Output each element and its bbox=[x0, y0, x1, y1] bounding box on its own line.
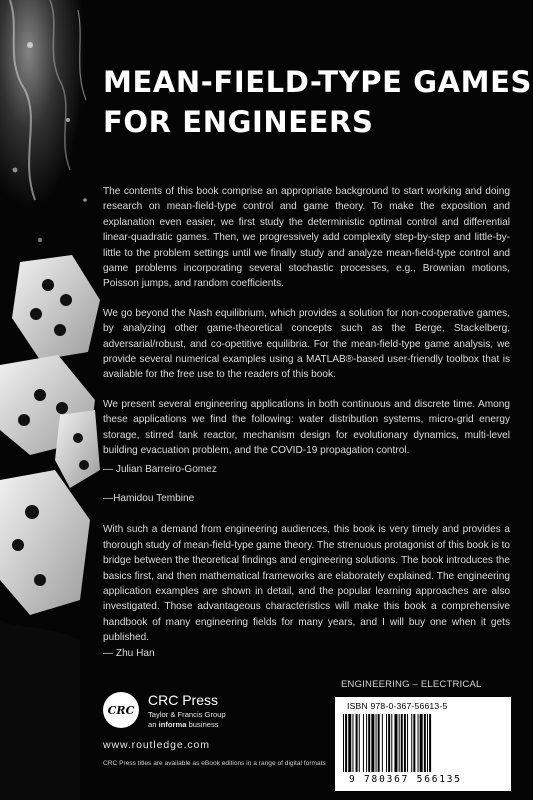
publisher-name: CRC Press bbox=[148, 692, 219, 708]
barcode-bar bbox=[411, 714, 412, 772]
publisher-informa: an informa business bbox=[148, 720, 219, 729]
subject-category: ENGINEERING – ELECTRICAL bbox=[341, 679, 482, 690]
barcode-bar bbox=[368, 714, 370, 772]
barcode-bar bbox=[345, 714, 347, 772]
author-signature-1: — Julian Barreiro-Gomez bbox=[103, 463, 217, 475]
barcode-bar bbox=[420, 714, 423, 772]
die-middle bbox=[0, 355, 95, 455]
publisher-group: Taylor & Francis Group bbox=[148, 710, 226, 719]
barcode-graphic bbox=[343, 714, 503, 772]
book-title bbox=[103, 62, 533, 142]
barcode-bar bbox=[429, 714, 431, 772]
barcode-bar bbox=[401, 714, 403, 772]
barcode-bar bbox=[371, 714, 374, 772]
barcode-bar bbox=[427, 714, 428, 772]
barcode-bar bbox=[404, 714, 406, 772]
barcode-bar bbox=[356, 714, 358, 772]
barcode-bar bbox=[366, 714, 367, 772]
title-line-1: MEAN-FIELD-TYPE GAMES bbox=[103, 65, 533, 99]
title-line-2: FOR ENGINEERS bbox=[103, 105, 374, 139]
barcode-bar bbox=[388, 714, 390, 772]
barcode-bar bbox=[382, 714, 383, 772]
blurb-paragraph-2: We go beyond the Nash equilibrium, which provides a solution for non-cooperative games, by analyzing other game-theoretical concepts such as the Berge, Stackelberg, adversarial/robust, and co-opetitive equilibria. For the mean-field-type game analysis, we provide several numerical examples using a MATLAB®-based user-friendly toolbox that is available for the free use to the readers of this book. bbox=[103, 307, 510, 381]
reviewer-signature: — Zhu Han bbox=[103, 647, 155, 659]
barcode-bar bbox=[352, 714, 353, 772]
barcode-bar bbox=[399, 714, 400, 772]
barcode-bar bbox=[391, 714, 392, 772]
crc-logo-icon: CRC bbox=[103, 692, 139, 728]
barcode-bar bbox=[424, 714, 426, 772]
blurb-paragraph-3: We present several engineering applications in both continuous and discrete time. Among these applications we find the following: water distribution systems, micro-grid energy storage, stirred tank reactor, mechanism design for evolutionary dynamics, multi-level building evacuation problem, and the COVID-19 propagation control. bbox=[103, 398, 510, 457]
barcode-bar bbox=[394, 714, 397, 772]
blurb bbox=[103, 184, 510, 675]
barcode-bar bbox=[407, 714, 408, 772]
barcode-bar bbox=[376, 714, 377, 772]
barcode-bar bbox=[413, 714, 415, 772]
isbn-number: ISBN 978-0-367-56613-5 bbox=[347, 701, 448, 711]
barcode-bar bbox=[359, 714, 360, 772]
barcode-bar bbox=[378, 714, 380, 772]
barcode-bar bbox=[363, 714, 364, 772]
ebook-availability-note: CRC Press titles are available as eBook editions in a range of digital formats bbox=[103, 760, 326, 767]
isbn-barcode bbox=[335, 697, 511, 791]
barcode-bar bbox=[386, 714, 387, 772]
author-signature-2: —Hamidou Tembine bbox=[103, 492, 195, 504]
barcode-bar bbox=[418, 714, 419, 772]
barcode-bar bbox=[343, 714, 344, 772]
die-bottom bbox=[0, 470, 90, 615]
author-signatures bbox=[103, 462, 510, 507]
barcode-digits: 9 780367 566135 bbox=[349, 774, 462, 785]
barcode-bar bbox=[348, 714, 351, 772]
publisher-website[interactable]: www.routledge.com bbox=[103, 739, 210, 751]
review-paragraph: With such a demand from engineering audiences, this book is very timely and provides a thorough study of mean-field-type game theory. The strenuous protagonist of this book is to bridge between the theoretical findings and engineering solutions. The book introduces the basics first, and then mathematical frameworks are elaborately explained. The engineering application examples are shown in detail, and the popular learning approaches are also investigated. Those advantageous characteristics will make this book a comprehensive handbook of many engineering fields for many years, and I will buy one when it gets published. bbox=[103, 524, 510, 644]
blurb-paragraph-1: The contents of this book comprise an appropriate background to start working and doing research on mean-field-type control and game theory. To make the exposition and explanation even easier, we first study the deterministic optimal control and differential linear-quadratic games. Then, we progressively add complexity step-by-step and little-by-little to the problem settings until we finally study and analyze mean-field-type control and game problems incorporating several stochastic processes, e.g., Brownian motions, Poisson jumps, and random coefficients. bbox=[103, 186, 510, 290]
die-top bbox=[12, 255, 100, 360]
die-right bbox=[55, 410, 100, 488]
